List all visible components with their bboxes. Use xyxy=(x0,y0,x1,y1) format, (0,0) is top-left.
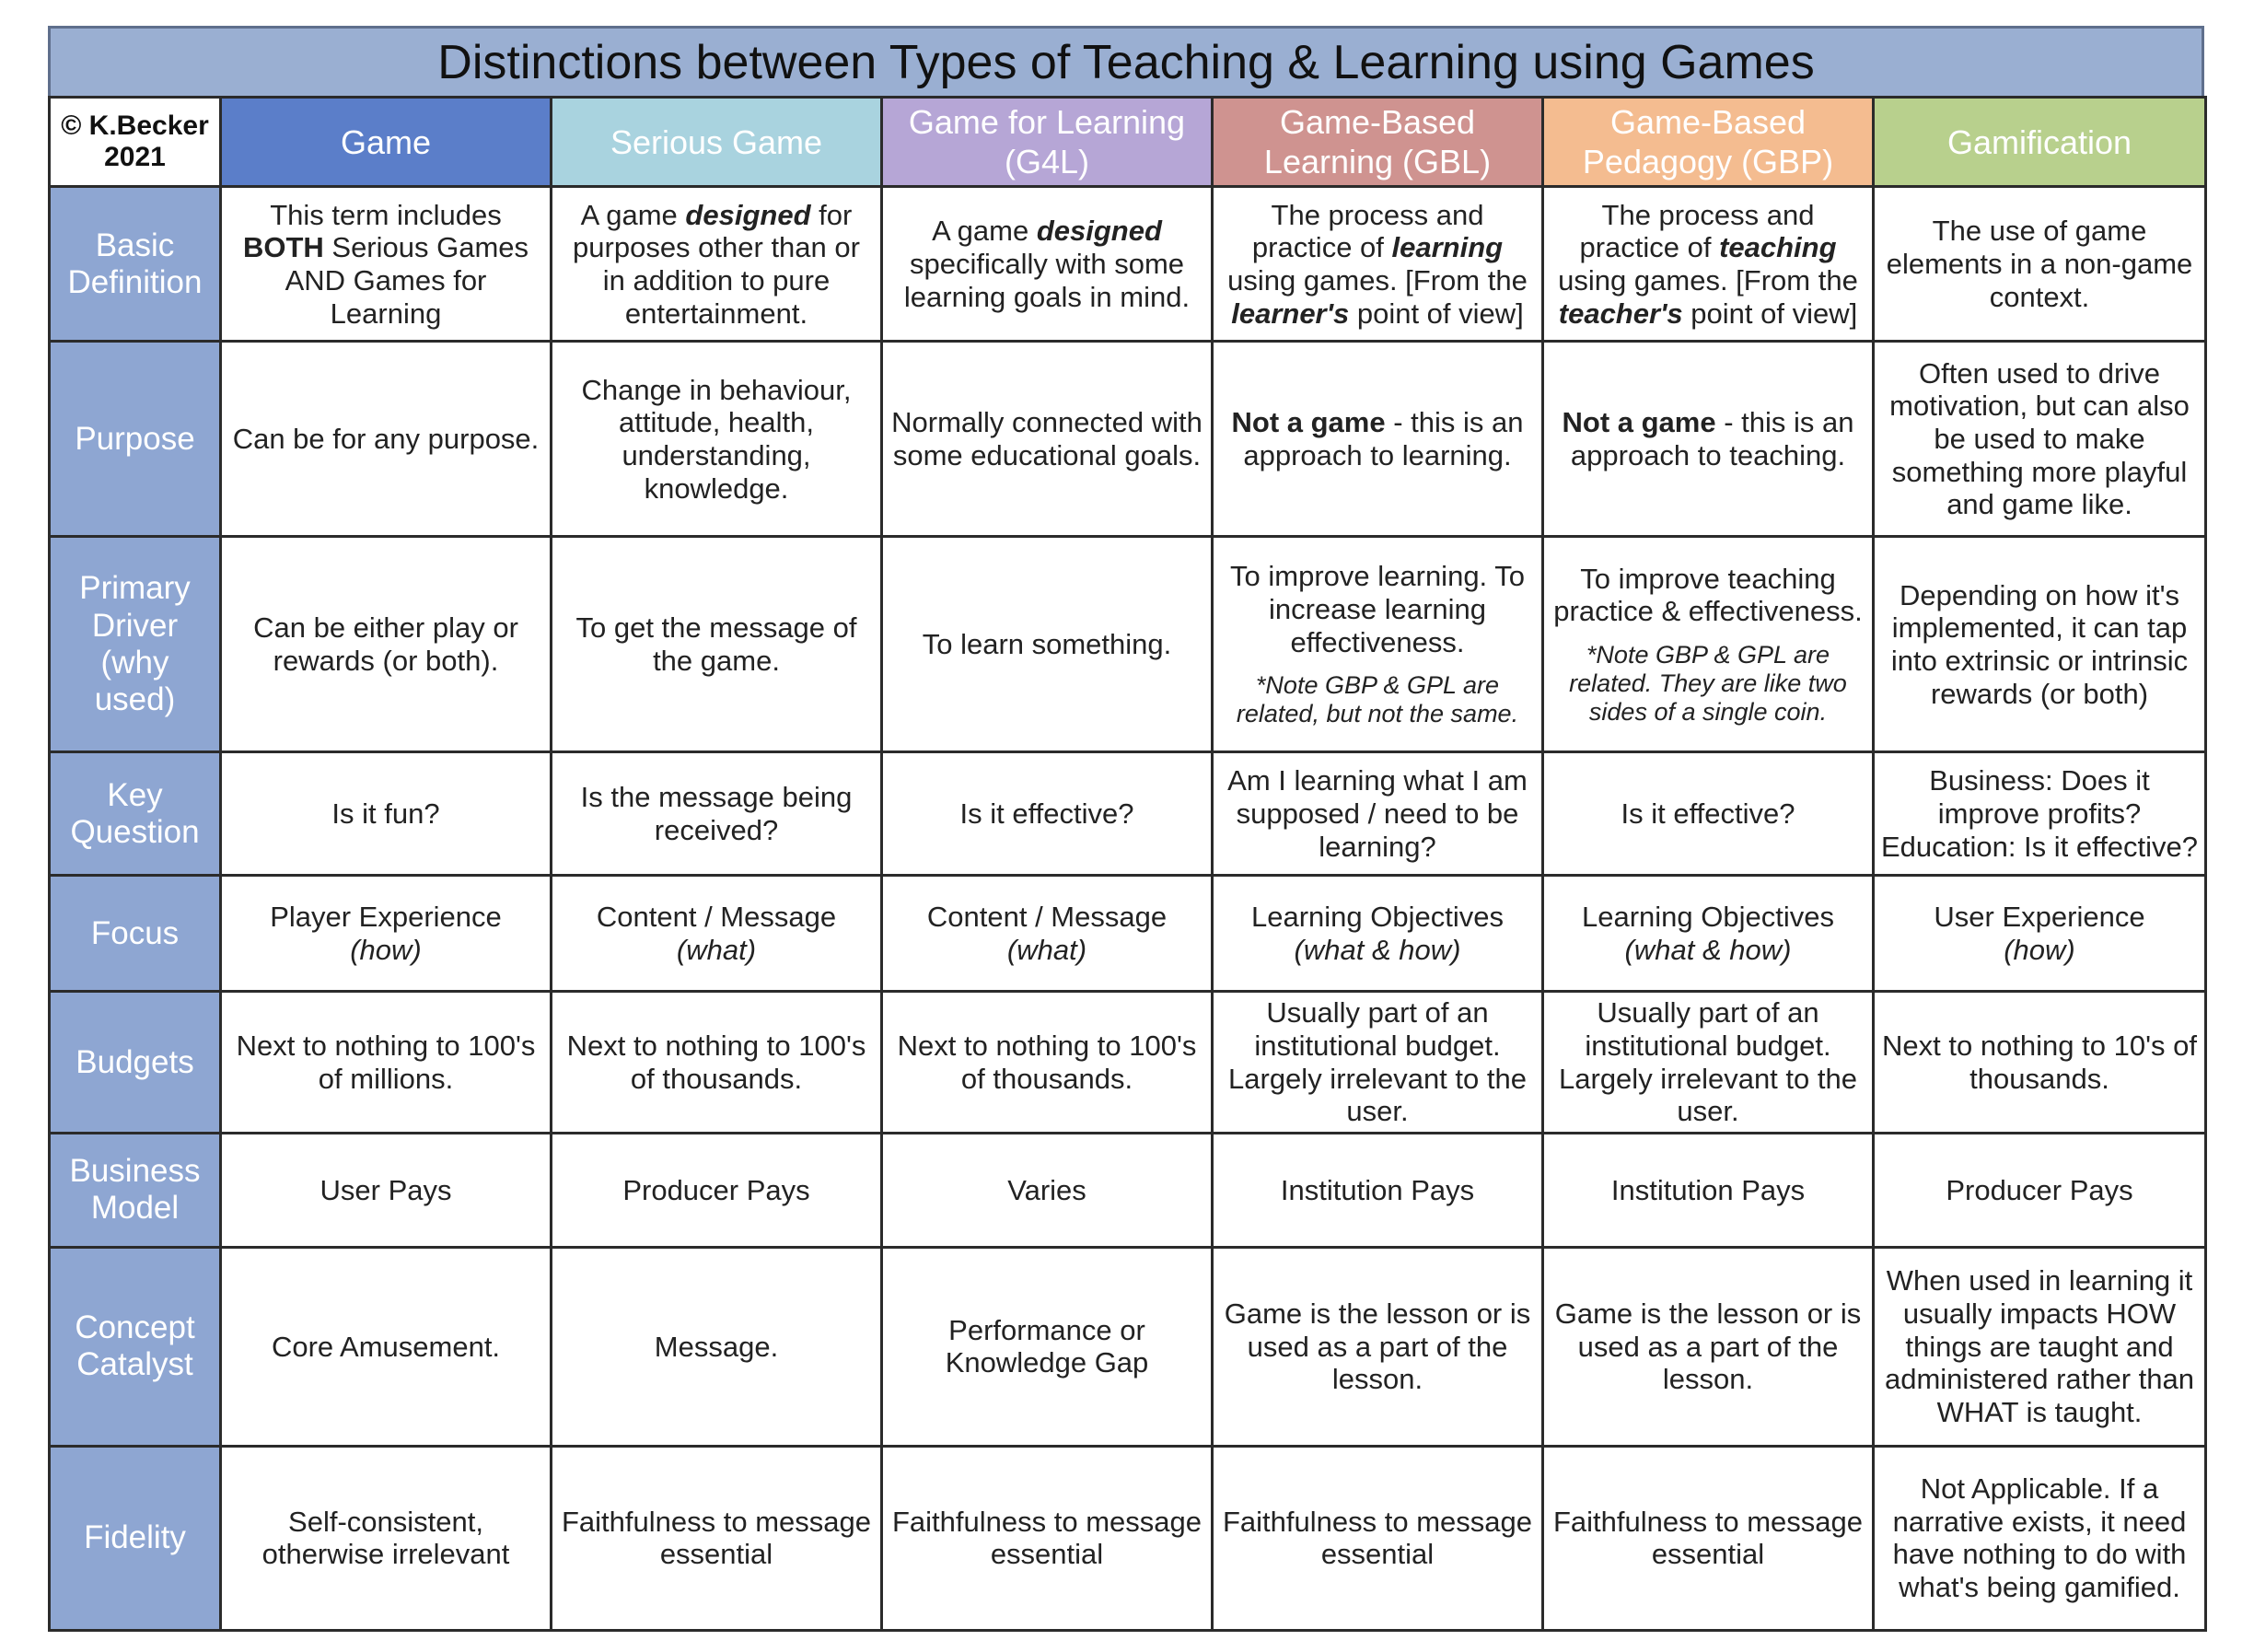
cell-basic-gamification: The use of game elements in a non-game context. xyxy=(1874,187,2206,342)
copyright-cell xyxy=(50,98,221,187)
note-text: *Note GBP & GPL are related, but not the same. xyxy=(1236,671,1519,728)
cell-fidelity-serious: Faithfulness to message essential xyxy=(552,1446,882,1630)
row-fidelity xyxy=(50,1446,2206,1630)
cell-driver-gamification: Depending on how it's implemented, it can tap into extrinsic or intrinsic rewards (or both) xyxy=(1874,537,2206,752)
column-header-game-for-learning: Game for Learning (G4L) xyxy=(882,98,1213,187)
cell-driver-game: Can be either play or rewards (or both). xyxy=(221,537,552,752)
cell-fidelity-gbp: Faithfulness to message essential xyxy=(1543,1446,1874,1630)
page-title: Distinctions between Types of Teaching & Learning using Games xyxy=(48,26,2204,96)
row-header-concept-catalyst: Concept Catalyst xyxy=(50,1247,221,1446)
column-header-serious-game: Serious Game xyxy=(552,98,882,187)
cell-business-game: User Pays xyxy=(221,1133,552,1247)
cell-catalyst-gbp: Game is the lesson or is used as a part of the lesson. xyxy=(1543,1247,1874,1446)
cell-budgets-serious: Next to nothing to 100's of thousands. xyxy=(552,992,882,1134)
cell-budgets-g4l: Next to nothing to 100's of thousands. xyxy=(882,992,1213,1134)
cell-purpose-serious: Change in behaviour, attitude, health, understanding, knowledge. xyxy=(552,342,882,537)
cell-purpose-gbl: Not a game - this is an approach to learning. xyxy=(1213,342,1543,537)
row-header-primary-driver: Primary Driver (why used) xyxy=(50,537,221,752)
cell-basic-serious: A game designed for purposes other than or in addition to pure entertainment. xyxy=(552,187,882,342)
column-header-gamification: Gamification xyxy=(1874,98,2206,187)
cell-driver-serious: To get the message of the game. xyxy=(552,537,882,752)
cell-catalyst-gbl: Game is the lesson or is used as a part of the lesson. xyxy=(1213,1247,1543,1446)
cell-budgets-gbp: Usually part of an institutional budget. Largely irrelevant to the user. xyxy=(1543,992,1874,1134)
cell-basic-g4l: A game designed specifically with some learning goals in mind. xyxy=(882,187,1213,342)
row-basic-definition xyxy=(50,187,2206,342)
cell-focus-gbp: Learning Objectives (what & how) xyxy=(1543,876,1874,992)
row-header-purpose: Purpose xyxy=(50,342,221,537)
copyright-author: © K.Becker xyxy=(61,110,209,141)
cell-catalyst-gamification: When used in learning it usually impacts HOW things are taught and administered rather than WHAT is taught. xyxy=(1874,1247,2206,1446)
cell-budgets-gamification: Next to nothing to 10's of thousands. xyxy=(1874,992,2206,1134)
row-concept-catalyst xyxy=(50,1247,2206,1446)
cell-fidelity-g4l: Faithfulness to message essential xyxy=(882,1446,1213,1630)
cell-business-gbp: Institution Pays xyxy=(1543,1133,1874,1247)
cell-purpose-game: Can be for any purpose. xyxy=(221,342,552,537)
row-header-fidelity: Fidelity xyxy=(50,1446,221,1630)
comparison-sheet xyxy=(48,26,2204,1632)
cell-focus-serious: Content / Message (what) xyxy=(552,876,882,992)
cell-business-g4l: Varies xyxy=(882,1133,1213,1247)
cell-business-gbl: Institution Pays xyxy=(1213,1133,1543,1247)
cell-focus-gbl: Learning Objectives (what & how) xyxy=(1213,876,1543,992)
cell-basic-gbp: The process and practice of teaching using games. [From the teacher's point of view] xyxy=(1543,187,1874,342)
cell-driver-gbp: To improve teaching practice & effectiveness. *Note GBP & GPL are related. They are like two sides of a single coin. xyxy=(1543,537,1874,752)
note-text: *Note GBP & GPL are related. They are like two sides of a single coin. xyxy=(1569,640,1847,727)
cell-question-gamification: Business: Does it improve profits? Education: Is it effective? xyxy=(1874,752,2206,876)
cell-catalyst-game: Core Amusement. xyxy=(221,1247,552,1446)
copyright-year: 2021 xyxy=(104,142,166,173)
cell-basic-gbl: The process and practice of learning using games. [From the learner's point of view] xyxy=(1213,187,1543,342)
cell-business-gamification: Producer Pays xyxy=(1874,1133,2206,1247)
row-key-question xyxy=(50,752,2206,876)
cell-purpose-g4l: Normally connected with some educational goals. xyxy=(882,342,1213,537)
cell-business-serious: Producer Pays xyxy=(552,1133,882,1247)
cell-question-game: Is it fun? xyxy=(221,752,552,876)
cell-focus-game: Player Experience (how) xyxy=(221,876,552,992)
comparison-table xyxy=(48,96,2207,1632)
cell-purpose-gamification: Often used to drive motivation, but can also be used to make something more playful and game like. xyxy=(1874,342,2206,537)
column-header-game-based-learning: Game-Based Learning (GBL) xyxy=(1213,98,1543,187)
cell-fidelity-gbl: Faithfulness to message essential xyxy=(1213,1446,1543,1630)
cell-catalyst-serious: Message. xyxy=(552,1247,882,1446)
row-budgets xyxy=(50,992,2206,1134)
cell-fidelity-game: Self-consistent, otherwise irrelevant xyxy=(221,1446,552,1630)
cell-catalyst-g4l: Performance or Knowledge Gap xyxy=(882,1247,1213,1446)
row-purpose xyxy=(50,342,2206,537)
cell-driver-gbl: To improve learning. To increase learning effectiveness. *Note GBP & GPL are related, but not the same. xyxy=(1213,537,1543,752)
cell-fidelity-gamification: Not Applicable. If a narrative exists, it need have nothing to do with what's being gamified. xyxy=(1874,1446,2206,1630)
cell-budgets-gbl: Usually part of an institutional budget. Largely irrelevant to the user. xyxy=(1213,992,1543,1134)
column-header-game: Game xyxy=(221,98,552,187)
column-header-game-based-pedagogy: Game-Based Pedagogy (GBP) xyxy=(1543,98,1874,187)
cell-question-gbp: Is it effective? xyxy=(1543,752,1874,876)
row-business-model xyxy=(50,1133,2206,1247)
row-header-key-question: Key Question xyxy=(50,752,221,876)
cell-question-serious: Is the message being received? xyxy=(552,752,882,876)
cell-question-gbl: Am I learning what I am supposed / need to be learning? xyxy=(1213,752,1543,876)
row-header-budgets: Budgets xyxy=(50,992,221,1134)
cell-purpose-gbp: Not a game - this is an approach to teaching. xyxy=(1543,342,1874,537)
cell-driver-g4l: To learn something. xyxy=(882,537,1213,752)
row-primary-driver xyxy=(50,537,2206,752)
row-header-focus: Focus xyxy=(50,876,221,992)
header-row xyxy=(50,98,2206,187)
row-header-basic-definition: Basic Definition xyxy=(50,187,221,342)
cell-basic-game: This term includes BOTH Serious Games AND Games for Learning xyxy=(221,187,552,342)
cell-budgets-game: Next to nothing to 100's of millions. xyxy=(221,992,552,1134)
row-header-business-model: Business Model xyxy=(50,1133,221,1247)
row-focus xyxy=(50,876,2206,992)
cell-focus-gamification: User Experience (how) xyxy=(1874,876,2206,992)
cell-focus-g4l: Content / Message (what) xyxy=(882,876,1213,992)
cell-question-g4l: Is it effective? xyxy=(882,752,1213,876)
